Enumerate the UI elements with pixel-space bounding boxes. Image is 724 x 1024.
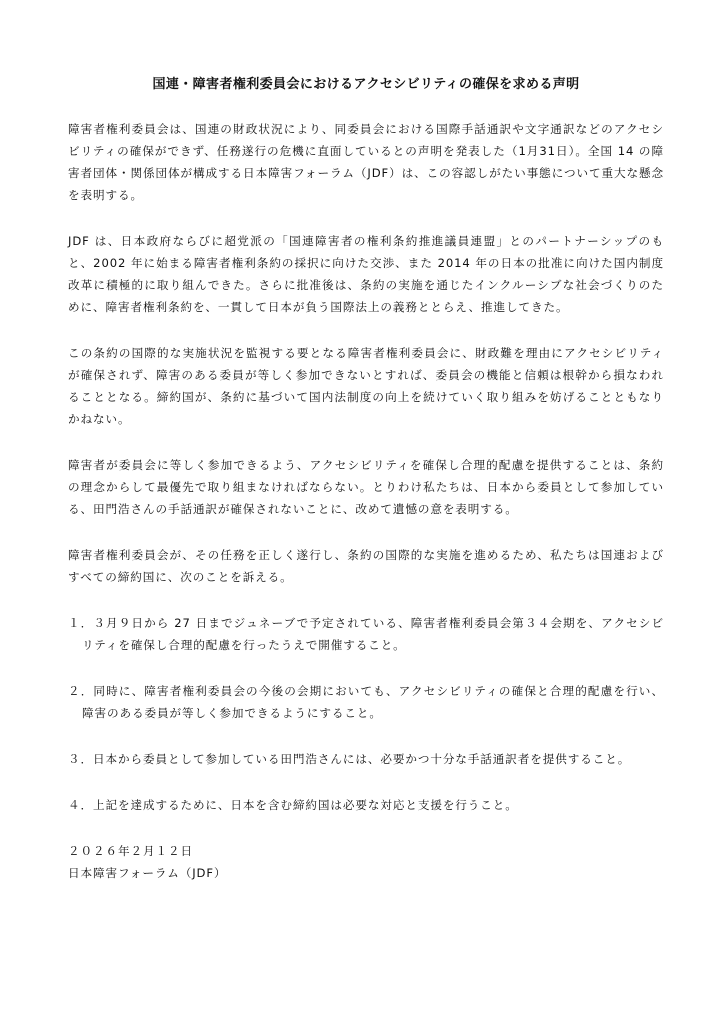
paragraph-committee-concern: この条約の国際的な実施状況を監視する要となる障害者権利委員会に、財政難を理由にアクセシビリティが確保されず、障害のある委員が等しく参加できないとすれば、委員会の機能と信頼は根幹から損なわれることとなる。締約国が、条約に基づいて国内法制度の向上を続けていく取り組みを妨げることともなりかねない。 [68,346,664,426]
paragraph-appeal: 障害者権利委員会が、その任務を正しく遂行し、条約の国際的な実施を進めるため、私たちは国連およびすべての締約国に、次のことを訴える。 [68,548,664,584]
paragraph-priority: 障害者が委員会に等しく参加できるよう、アクセシビリティを確保し合理的配慮を提供することは、条約の理念からして最優先で取り組まなければならない。とりわけ私たちは、日本から委員として参加している、田門浩さんの手話通訳が確保されないことに、改めて遺憾の意を表明する。 [68,458,664,516]
paragraph-announcement: 障害者権利委員会は、国連の財政状況により、同委員会における国際手話通訳や文字通訳などのアクセシビリティの確保ができず、任務遂行の危機に直面しているとの声明を発表した（1月31日）。全国 14 の障害者団体・関係団体が構成する日本障害フォーラム（JDF）は、この容認しがたい事態について重大な懸念を表明する。 [68,122,664,202]
demand-item-2: ２．同時に、障害者権利委員会の今後の会期においても、アクセシビリティの確保と合理的配慮を行い、障害のある委員が等しく参加できるようにすること。 [68,684,664,720]
statement-date: ２０２６年２月１２日 [68,844,193,858]
document-title: 国連・障害者権利委員会におけるアクセシビリティの確保を求める声明 [152,77,580,92]
demand-item-3: ３．日本から委員として参加している田門浩さんには、必要かつ十分な手話通訳者を提供すること。 [68,752,631,766]
demand-item-4: ４．上記を達成するために、日本を含む締約国は必要な対応と支援を行うこと。 [68,798,518,812]
statement-organization: 日本障害フォーラム（JDF） [68,866,227,880]
document-body [68,118,664,884]
paragraph-jdf-history: JDF は、日本政府ならびに超党派の「国連障害者の権利条約推進議員連盟」とのパートナーシップのもと、2002 年に始まる障害者権利条約の採択に向けた交渉、また 2014 年の日本の批准に向けた国内制度改革に積極的に取り組んできた。さらに批准後は、条約の実施を通じたインクルーシブな社会づくりのために、障害者権利条約を、一貫して日本が負う国際法上の義務ととらえ、推進してきた。 [68,234,664,314]
demand-item-1: １．３月９日から 27 日までジュネーブで予定されている、障害者権利委員会第３４会期を、アクセシビリティを確保し合理的配慮を行ったうえで開催すること。 [68,616,664,652]
